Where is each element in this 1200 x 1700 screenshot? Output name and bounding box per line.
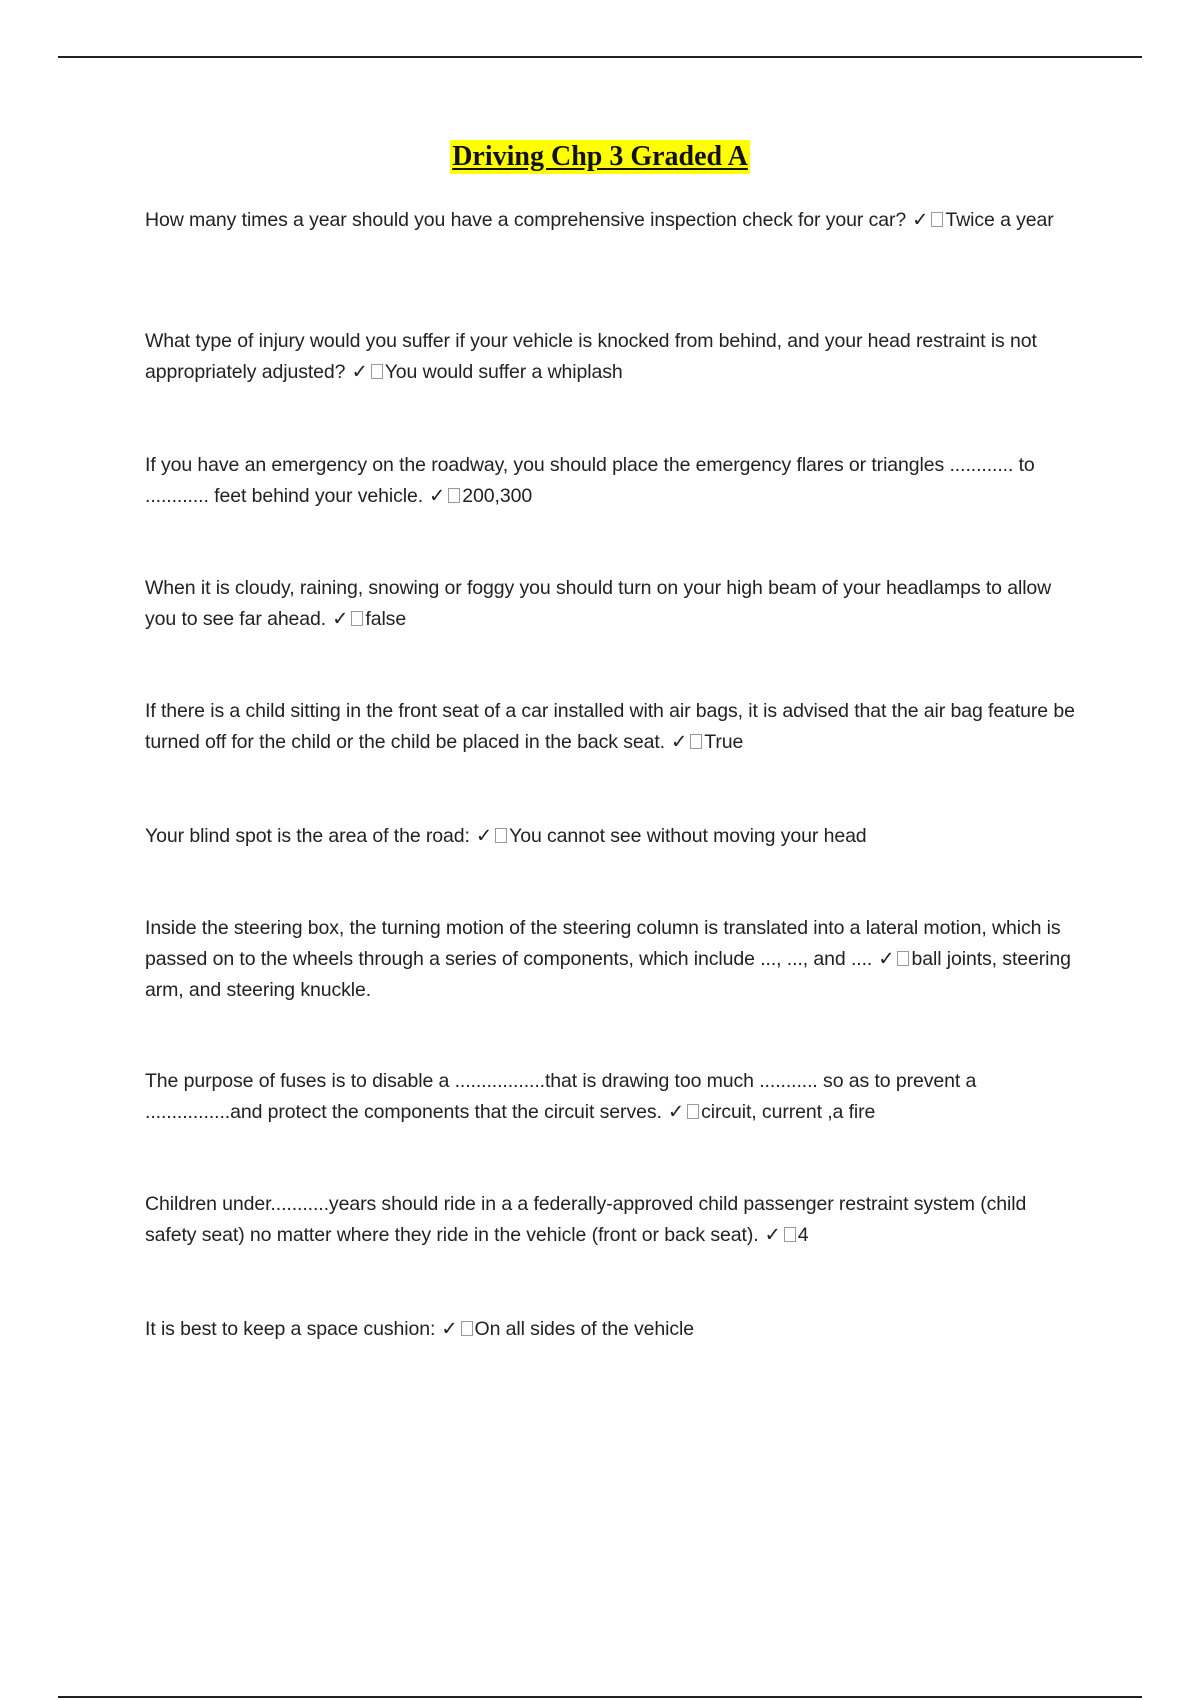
- qa-item-4: [145, 573, 1080, 635]
- check-mark-icon: ✓: [912, 209, 929, 231]
- header-rule: [58, 56, 1142, 58]
- empty-box-icon: [495, 828, 507, 843]
- answer-text: 200,300: [462, 485, 533, 507]
- check-mark-icon: ✓: [475, 825, 493, 847]
- qa-item-8: [145, 1066, 1080, 1128]
- question-text: It is best to keep a space cushion:: [145, 1318, 436, 1340]
- answer-text: Twice a year: [945, 209, 1054, 231]
- answer-text: ball joints, steering arm, and steering knuckle.: [145, 948, 1071, 1001]
- empty-box-icon: [784, 1227, 796, 1242]
- empty-box-icon: [351, 611, 363, 626]
- qa-item-6: [145, 821, 1080, 852]
- answer-text: On all sides of the vehicle: [474, 1318, 695, 1340]
- document-title: Driving Chp 3 Graded A: [452, 141, 748, 172]
- empty-box-icon: [690, 734, 702, 749]
- check-mark-icon: ✓: [441, 1318, 458, 1340]
- empty-box-icon: [897, 951, 909, 966]
- qa-item-9: [145, 1189, 1080, 1251]
- question-text: If you have an emergency on the roadway, you should place the emergency flares or triangles ............ to ............ feet behind your vehicle.: [145, 454, 1035, 507]
- check-mark-icon: ✓: [670, 731, 688, 753]
- empty-box-icon: [371, 364, 383, 379]
- empty-box-icon: [448, 488, 460, 503]
- question-text: Your blind spot is the area of the road:: [145, 825, 470, 847]
- qa-item-7: [145, 913, 1080, 1006]
- qa-item-3: [145, 450, 1080, 512]
- answer-text: You would suffer a whiplash: [384, 361, 623, 383]
- question-text: If there is a child sitting in the front seat of a car installed with air bags, it is advised that the air bag feature be turned off for the child or the child be placed in the back seat.: [145, 700, 1075, 753]
- question-text: What type of injury would you suffer if your vehicle is knocked from behind, and your head restraint is not appropriately adjusted?: [145, 330, 1037, 383]
- qa-item-5: [145, 696, 1080, 758]
- answer-text: You cannot see without moving your head: [509, 825, 867, 847]
- check-mark-icon: ✓: [351, 361, 368, 383]
- check-mark-icon: ✓: [332, 608, 349, 630]
- question-text: Inside the steering box, the turning motion of the steering column is translated into a lateral motion, which is passed on to the wheels through a series of components, which include ..., ..., and ....: [145, 917, 1061, 970]
- answer-text: false: [365, 608, 407, 630]
- check-mark-icon: ✓: [878, 948, 895, 970]
- title-container: [0, 140, 1200, 174]
- question-text: When it is cloudy, raining, snowing or foggy you should turn on your high beam of your headlamps to allow you to see far ahead.: [145, 577, 1052, 630]
- check-mark-icon: ✓: [667, 1101, 685, 1123]
- question-text: Children under...........years should ride in a a federally-approved child passenger restraint system (child safety seat) no matter where they ride in the vehicle (front or back seat).: [145, 1193, 1027, 1246]
- answer-text: True: [704, 731, 744, 753]
- qa-item-10: [145, 1314, 1080, 1345]
- empty-box-icon: [687, 1104, 699, 1119]
- qa-item-1: [145, 205, 1080, 236]
- footer-rule: [58, 1696, 1142, 1698]
- question-text: The purpose of fuses is to disable a .................that is drawing too much ........... so as to prevent a ................and protect the components that the circuit serves.: [145, 1070, 977, 1123]
- question-text: How many times a year should you have a comprehensive inspection check for your car?: [145, 209, 907, 231]
- qa-item-2: [145, 326, 1080, 388]
- empty-box-icon: [931, 212, 943, 227]
- answer-text: 4: [797, 1224, 809, 1246]
- check-mark-icon: ✓: [429, 485, 446, 507]
- empty-box-icon: [461, 1321, 473, 1336]
- check-mark-icon: ✓: [764, 1224, 781, 1246]
- answer-text: circuit, current ,a fire: [701, 1101, 876, 1123]
